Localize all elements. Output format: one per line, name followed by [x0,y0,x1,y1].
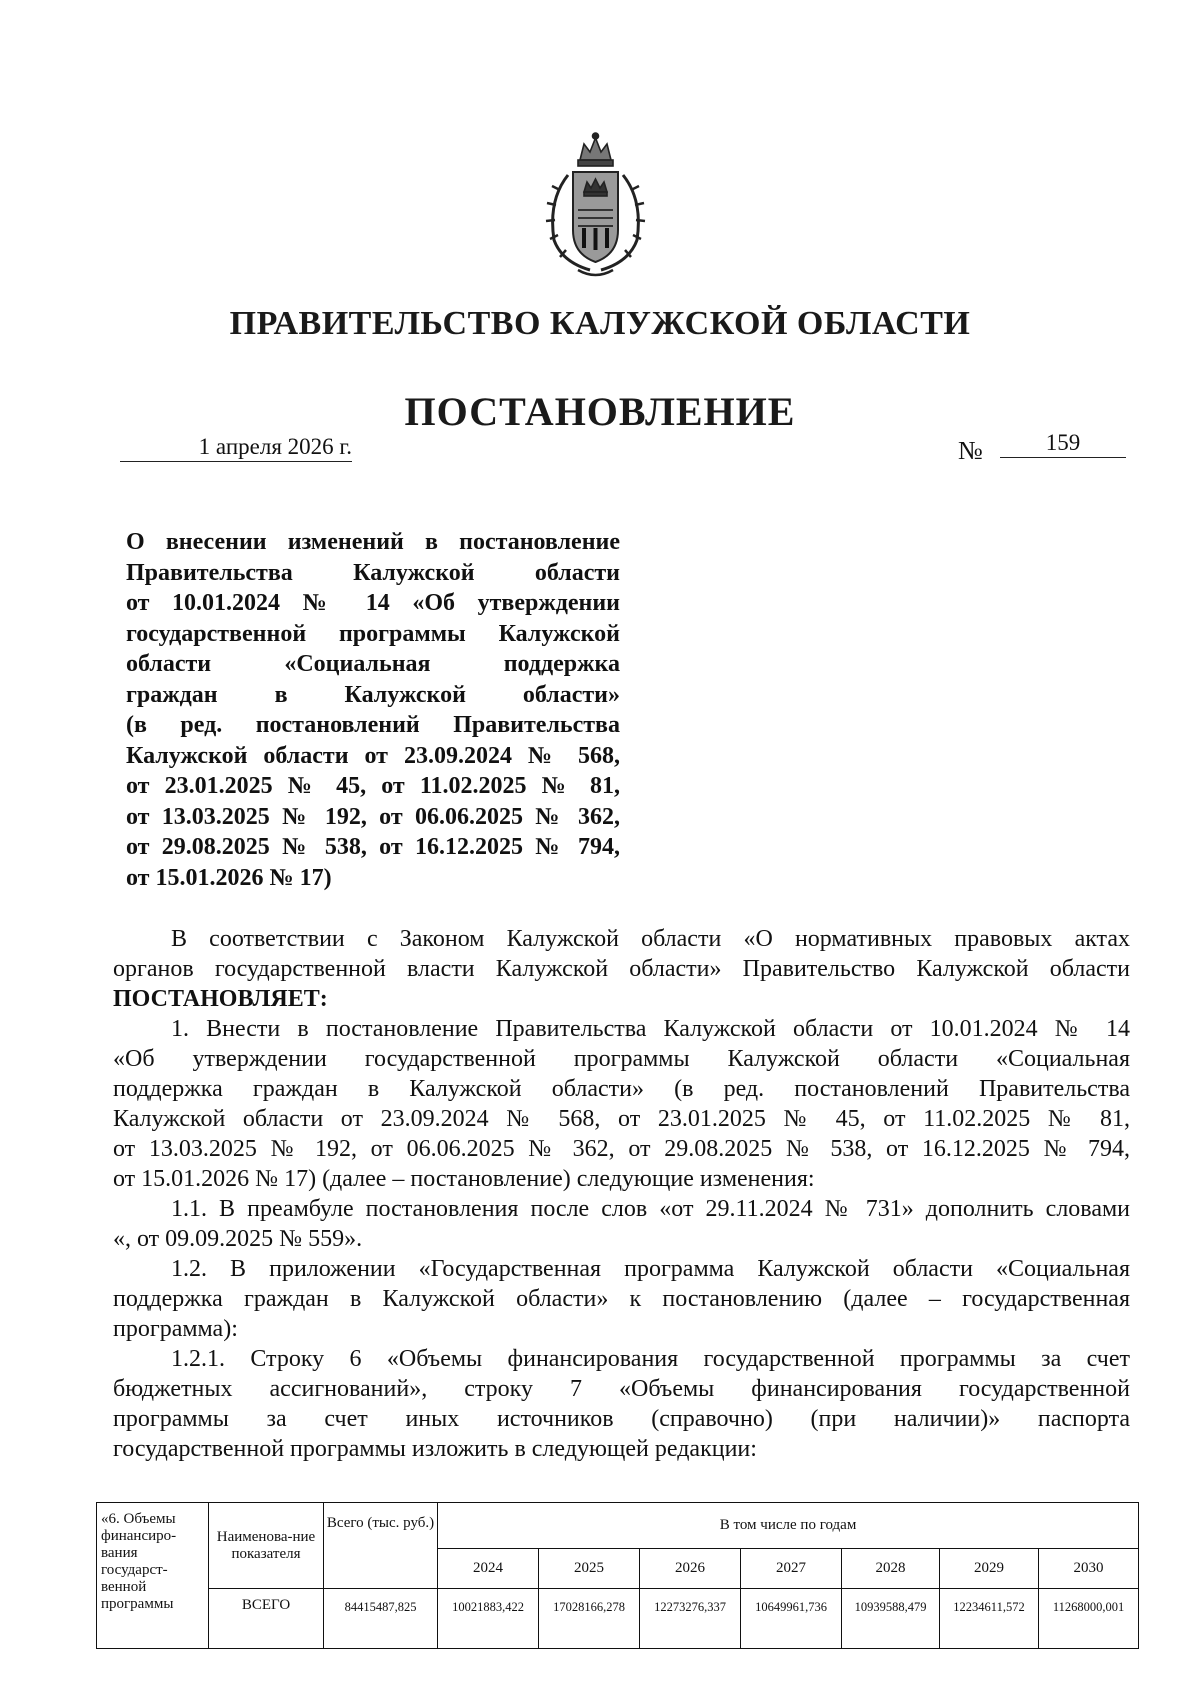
body-line: поддержка граждан в Калужской области» к постановлению (далее – государственная [113,1286,1130,1312]
body-line: 1.2. В приложении «Государственная программа Калужской области «Социальная [171,1256,1130,1282]
row-value: 17028166,278 [539,1589,640,1649]
title-line: (в ред. постановлений Правительства [126,712,620,738]
body-line: поддержка граждан в Калужской области» (в ред. постановлений Правительства [113,1076,1130,1102]
title-line: от 13.03.2025 № 192, от 06.06.2025 № 362, [126,803,620,830]
body-line: органов государственной власти Калужской области» Правительство Калужской области [113,956,1130,982]
body-line-decree: ПОСТАНОВЛЯЕТ: [113,986,328,1012]
header-year: 2028 [842,1549,940,1589]
title-line: Правительства Калужской области [126,559,620,586]
title-line: от 10.01.2024 № 14 «Об утверждении [126,590,620,616]
document-date: 1 апреля 2026 г. [120,434,352,462]
body-line: программы за счет иных источников (справочно) (при наличии)» паспорта [113,1406,1130,1432]
document-number: 159 [1000,430,1126,458]
title-line: О внесении изменений в постановление [126,529,620,555]
row-name: ВСЕГО [209,1589,324,1649]
row-value: 10939588,479 [842,1589,940,1649]
document-type: ПОСТАНОВЛЕНИЕ [404,389,796,434]
title-line: граждан в Калужской области» [126,681,620,708]
header-year: 2029 [940,1549,1039,1589]
body-line: «Об утверждении государственной программы Калужской области «Социальная [113,1046,1130,1072]
row-value: 10021883,422 [438,1589,539,1649]
header-year: 2027 [741,1549,842,1589]
coat-of-arms-emblem [538,130,653,280]
body-line: от 13.03.2025 № 192, от 06.06.2025 № 362, от 29.08.2025 № 538, от 16.12.2025 № 794, [113,1136,1130,1162]
row-value: 12273276,337 [640,1589,741,1649]
row-value: 12234611,572 [940,1589,1039,1649]
financing-table [96,1502,1139,1649]
body-line: «, от 09.09.2025 № 559». [113,1226,363,1252]
body-line: 1.1. В преамбуле постановления после слов «от 29.11.2024 № 731» дополнить словами [171,1196,1130,1222]
title-line: от 23.01.2025 № 45, от 11.02.2025 № 81, [126,773,620,799]
body-line: государственной программы изложить в следующей редакции: [113,1436,757,1462]
title-line: области «Социальная поддержка [126,651,620,677]
body-line: В соответствии с Законом Калужской области «О нормативных правовых актах [171,926,1130,952]
row-value: 10649961,736 [741,1589,842,1649]
number-sign: № [958,436,983,465]
title-line: государственной программы Калужской [126,620,620,647]
title-line: от 29.08.2025 № 538, от 16.12.2025 № 794, [126,834,620,860]
header-indicator-name: Наименова-ние показателя [209,1503,324,1589]
body-line: от 15.01.2026 № 17) (далее – постановление) следующие изменения: [113,1166,815,1192]
body-line: 1.2.1. Строку 6 «Объемы финансирования государственной программы за счет [171,1346,1130,1372]
document-title [126,527,620,893]
header-year: 2025 [539,1549,640,1589]
body-line: Калужской области от 23.09.2024 № 568, от 23.01.2025 № 45, от 11.02.2025 № 81, [113,1106,1130,1132]
header-year: 2030 [1039,1549,1139,1589]
header-total: Всего (тыс. руб.) [324,1503,438,1589]
header-year: 2026 [640,1549,741,1589]
row-label-cell: «6. Объемы финансиро-вания государст-венной программы [97,1503,209,1649]
header-years-group: В том числе по годам [438,1503,1139,1549]
body-line: бюджетных ассигнований», строку 7 «Объемы финансирования государственной [113,1376,1130,1402]
table-row [97,1589,1139,1649]
title-line: от 15.01.2026 № 17) [126,864,332,891]
body-line: 1. Внести в постановление Правительства Калужской области от 10.01.2024 № 14 [171,1016,1130,1042]
row-total: 84415487,825 [324,1589,438,1649]
row-value: 11268000,001 [1039,1589,1139,1649]
header-year: 2024 [438,1549,539,1589]
title-line: Калужской области от 23.09.2024 № 568, [126,742,620,769]
organization-title: ПРАВИТЕЛЬСТВО КАЛУЖСКОЙ ОБЛАСТИ [229,305,971,342]
body-line: программа): [113,1316,238,1342]
